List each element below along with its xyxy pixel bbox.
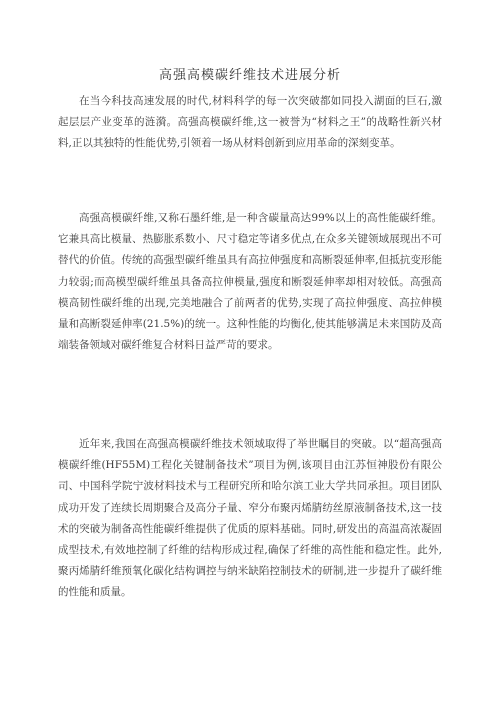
paragraph-progress: 近年来,我国在高强高模碳纤维技术领域取得了举世瞩目的突破。以“超高强高模碳纤维(HF55M)工程化关键制备技术”项目为例,该项目由江苏恒神股份有限公司、中国科学院宁波材料技术与工程研究所和哈尔滨工业大学共同承担。项目团队成功开发了连续长周期聚合及高分子量、窄分布聚丙烯腈纺丝原液制备技术,这一技术的突破为制备高性能碳纤维提供了优质的原料基础。同时,研发出的高温高浓凝固成型技术,有效地控制了纤维的结构形成过程,确保了纤维的高性能和稳定性。此外,聚丙烯腈纤维预氧化碳化结构调控与纳米缺陷控制技术的研制,进一步提升了碳纤维的性能和质量。	[58, 438, 442, 599]
paragraph-intro: 在当今科技高速发展的时代,材料科学的每一次突破都如同投入湖面的巨石,激起层层产业变革的涟漪。高强高模碳纤维,这一被誉为“材料之王”的战略性新兴材料,正以其独特的性能优势,引领着一场从材料创新到应用革命的深刻变革。	[58, 95, 442, 150]
paragraph-definition: 高强高模碳纤维,又称石墨纤维,是一种含碳量高达99%以上的高性能碳纤维。它兼具高比模量、热膨胀系数小、尺寸稳定等诸多优点,在众多关键领域展现出不可替代的价值。传统的高强型碳纤维虽具有高拉伸强度和高断裂延伸率,但抵抗变形能力较弱;而高模型碳纤维虽具备高拉伸模量,强度和断裂延伸率却相对较低。高强高模高韧性碳纤维的出现,完美地融合了前两者的优势,实现了高拉伸强度、高拉伸模量和高断裂延伸率(21.5%)的统一。这种性能的均衡化,使其能够满足未来国防及高端装备领域对碳纤维复合材料日益严苛的要求。	[58, 212, 442, 352]
document-title: 高强高模碳纤维技术进展分析	[158, 68, 341, 83]
